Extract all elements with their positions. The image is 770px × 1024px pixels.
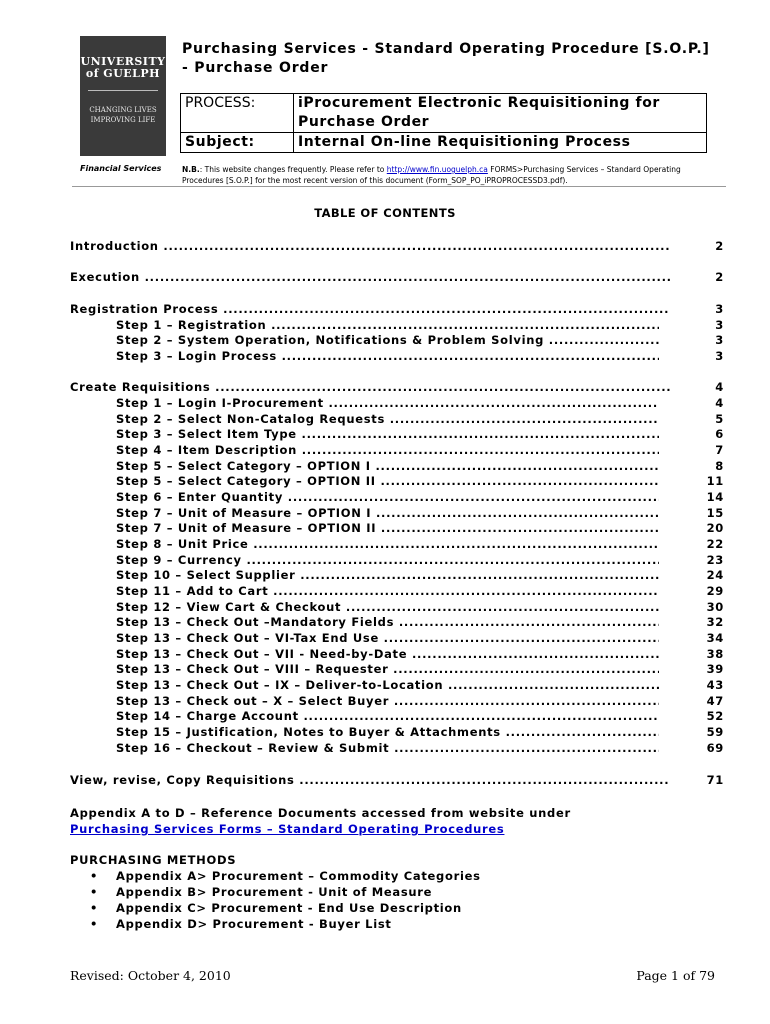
toc-entry[interactable] (70, 521, 724, 536)
toc-entry-page: 3 (715, 349, 724, 363)
toc-entry-page: 7 (715, 443, 724, 457)
toc-entry[interactable] (70, 615, 724, 630)
toc-entry-page: 29 (706, 584, 724, 598)
toc-entry-label: Step 14 – Charge Account ..... (116, 709, 659, 723)
nb-text2: FORMS>Purchasing Services – Standard Operating Procedures [S.O.P.] for the most recent version of this document (Form_SOP_PO_iPROPROCESSD3.pdf). (182, 165, 681, 185)
toc-entry-label: Step 5 – Select Category – OPTION I ..... (116, 459, 659, 473)
toc-entry-label: Step 13 – Check Out – IX – Deliver-to-Location ..... (116, 678, 659, 692)
toc-entry[interactable] (70, 302, 724, 317)
toc-entry[interactable] (70, 380, 724, 395)
university-logo (80, 36, 166, 156)
toc-entry[interactable] (70, 647, 724, 662)
appendix-reference (70, 805, 571, 837)
process-value-line2: Purchase Order (298, 114, 430, 130)
toc-entry-label: Step 1 – Registration ..... (116, 318, 659, 332)
toc-entry-label: Step 12 – View Cart & Checkout ..... (116, 600, 659, 614)
toc-entry[interactable] (70, 490, 724, 505)
toc-entry-page: 30 (706, 600, 724, 614)
toc-entry-page: 52 (706, 709, 724, 723)
toc-entry-page: 8 (715, 459, 724, 473)
toc-entry[interactable] (70, 709, 724, 724)
toc-entry-label: Step 7 – Unit of Measure – OPTION II ..... (116, 521, 659, 535)
nb-notice (182, 164, 712, 186)
process-table (180, 93, 707, 153)
toc-entry-label: Step 6 – Enter Quantity ..... (116, 490, 659, 504)
process-value-line1: iProcurement Electronic Requisitioning for (298, 95, 660, 111)
toc-entry[interactable] (70, 662, 724, 677)
toc-entry-label: Step 13 – Check Out – VI-Tax End Use ..... (116, 631, 659, 645)
toc-entry-label: Step 9 – Currency ..... (116, 553, 659, 567)
toc-entry[interactable] (70, 239, 724, 254)
revised-date: Revised: October 4, 2010 (70, 968, 231, 983)
toc-entry[interactable] (70, 741, 724, 756)
toc-entry[interactable] (70, 725, 724, 740)
toc-entry-label: Step 13 – Check out – X – Select Buyer ..... (116, 694, 659, 708)
toc-entry-label: Step 2 – System Operation, Notifications & Problem Solving ..... (116, 333, 659, 347)
toc-entry-label: Step 10 – Select Supplier ..... (116, 568, 659, 582)
process-value (294, 94, 707, 133)
toc-entry-page: 15 (706, 506, 724, 520)
toc-entry-label: Step 1 – Login I-Procurement ..... (116, 396, 659, 410)
toc-entry[interactable] (70, 773, 724, 788)
header-divider (72, 186, 726, 187)
toc-entry[interactable] (70, 537, 724, 552)
nb-text1: : This website changes frequently. Please refer to (199, 165, 387, 174)
methods-heading: PURCHASING METHODS (70, 853, 237, 867)
title-line1: Purchasing Services - Standard Operating Procedure [S.O.P.] (182, 41, 710, 57)
toc-entry-label: Step 16 – Checkout – Review & Submit ..... (116, 741, 659, 755)
toc-entry-label: Step 13 – Check Out – VII - Need-by-Date ..... (116, 647, 659, 661)
toc-entry-page: 34 (706, 631, 724, 645)
toc-entry-page: 11 (706, 474, 724, 488)
toc-entry-page: 43 (706, 678, 724, 692)
toc-entry-page: 23 (706, 553, 724, 567)
toc-entry[interactable] (70, 678, 724, 693)
appendix-text: Appendix A to D – Reference Documents accessed from website under (70, 806, 571, 820)
toc-entry-page: 24 (706, 568, 724, 582)
toc-entry[interactable] (70, 506, 724, 521)
toc-entry-page: 69 (706, 741, 724, 755)
methods-list (70, 868, 481, 932)
toc-entry[interactable] (70, 584, 724, 599)
toc-entry-label: Create Requisitions ..... (70, 380, 670, 394)
toc-entry-page: 38 (706, 647, 724, 661)
logo-tag2: IMPROVING LIFE (90, 116, 156, 124)
toc-entry-label: View, revise, Copy Requisitions ..... (70, 773, 670, 787)
toc-entry-label: Step 5 – Select Category – OPTION II ..... (116, 474, 659, 488)
toc-entry[interactable] (70, 427, 724, 442)
toc-entry[interactable] (70, 270, 724, 285)
toc-entry-label: Execution ..... (70, 270, 670, 284)
logo-divider (88, 90, 158, 91)
toc-entry[interactable] (70, 459, 724, 474)
toc-entry-page: 2 (715, 270, 724, 284)
toc-entry-page: 6 (715, 427, 724, 441)
toc-entry[interactable] (70, 553, 724, 568)
toc-entry-label: Step 8 – Unit Price ..... (116, 537, 659, 551)
toc-entry-page: 47 (706, 694, 724, 708)
toc-entry[interactable] (70, 600, 724, 615)
toc-entry-page: 59 (706, 725, 724, 739)
toc-entry-page: 3 (715, 318, 724, 332)
department-label: Financial Services (80, 164, 162, 173)
logo-line1: UNIVERSITY (80, 55, 166, 68)
toc-entry-page: 20 (706, 521, 724, 535)
toc-entry-label: Step 7 – Unit of Measure – OPTION I ..... (116, 506, 659, 520)
nb-label: N.B. (182, 165, 200, 174)
toc-entry-page: 3 (715, 302, 724, 316)
logo-university-text (80, 56, 166, 80)
toc-entry-label: Step 3 – Login Process ..... (116, 349, 659, 363)
toc-entry[interactable] (70, 318, 724, 333)
logo-line2: of GUELPH (85, 67, 161, 80)
toc-entry-label: Step 13 – Check Out –Mandatory Fields ..... (116, 615, 659, 629)
list-item: • Appendix D> Procurement - Buyer List (70, 916, 481, 932)
list-item: • Appendix A> Procurement – Commodity Categories (70, 868, 481, 884)
toc-entry-label: Step 11 – Add to Cart ..... (116, 584, 659, 598)
toc-entry-page: 4 (715, 396, 724, 410)
toc-entry-page: 5 (715, 412, 724, 426)
logo-tag1: CHANGING LIVES (89, 106, 157, 114)
process-label: PROCESS: (181, 94, 294, 133)
document-title (182, 40, 710, 78)
toc-entry-page: 14 (706, 490, 724, 504)
toc-entry[interactable] (70, 396, 724, 411)
toc-entry-page: 71 (706, 773, 724, 787)
toc-entry[interactable] (70, 349, 724, 364)
toc-heading: TABLE OF CONTENTS (314, 206, 456, 220)
toc-entry-page: 32 (706, 615, 724, 629)
appendix-forms-link[interactable]: Purchasing Services Forms – Standard Operating Procedures (70, 822, 505, 836)
subject-label: Subject: (181, 133, 294, 153)
toc-entry-label: Registration Process ..... (70, 302, 670, 316)
toc-entry-page: 4 (715, 380, 724, 394)
toc-entry-label: Introduction ..... (70, 239, 670, 253)
toc-entry[interactable] (70, 412, 724, 427)
toc-entry[interactable] (70, 694, 724, 709)
toc-entry-page: 3 (715, 333, 724, 347)
toc-entry[interactable] (70, 474, 724, 489)
toc-entry-label: Step 3 – Select Item Type ..... (116, 427, 659, 441)
title-line2: - Purchase Order (182, 60, 329, 76)
purchasing-methods (70, 852, 481, 932)
logo-tagline (80, 105, 166, 125)
toc-entry-page: 2 (715, 239, 724, 253)
toc-entry-label: Step 15 – Justification, Notes to Buyer & Attachments ..... (116, 725, 659, 739)
toc-entry[interactable] (70, 333, 724, 348)
toc-entry-page: 39 (706, 662, 724, 676)
page-number: Page 1 of 79 (636, 968, 715, 983)
list-item: • Appendix B> Procurement - Unit of Measure (70, 884, 481, 900)
list-item: • Appendix C> Procurement - End Use Description (70, 900, 481, 916)
toc-entry-label: Step 4 – Item Description ..... (116, 443, 659, 457)
toc-entry[interactable] (70, 568, 724, 583)
toc-entry[interactable] (70, 631, 724, 646)
subject-value: Internal On-line Requisitioning Process (294, 133, 707, 153)
toc-entry-label: Step 2 – Select Non-Catalog Requests ..... (116, 412, 659, 426)
toc-entry-page: 22 (706, 537, 724, 551)
toc-entry[interactable] (70, 443, 724, 458)
nb-website-link[interactable]: http://www.fin.uoguelph.ca (386, 165, 488, 174)
toc-entry-label: Step 13 – Check Out – VIII – Requester ..... (116, 662, 659, 676)
